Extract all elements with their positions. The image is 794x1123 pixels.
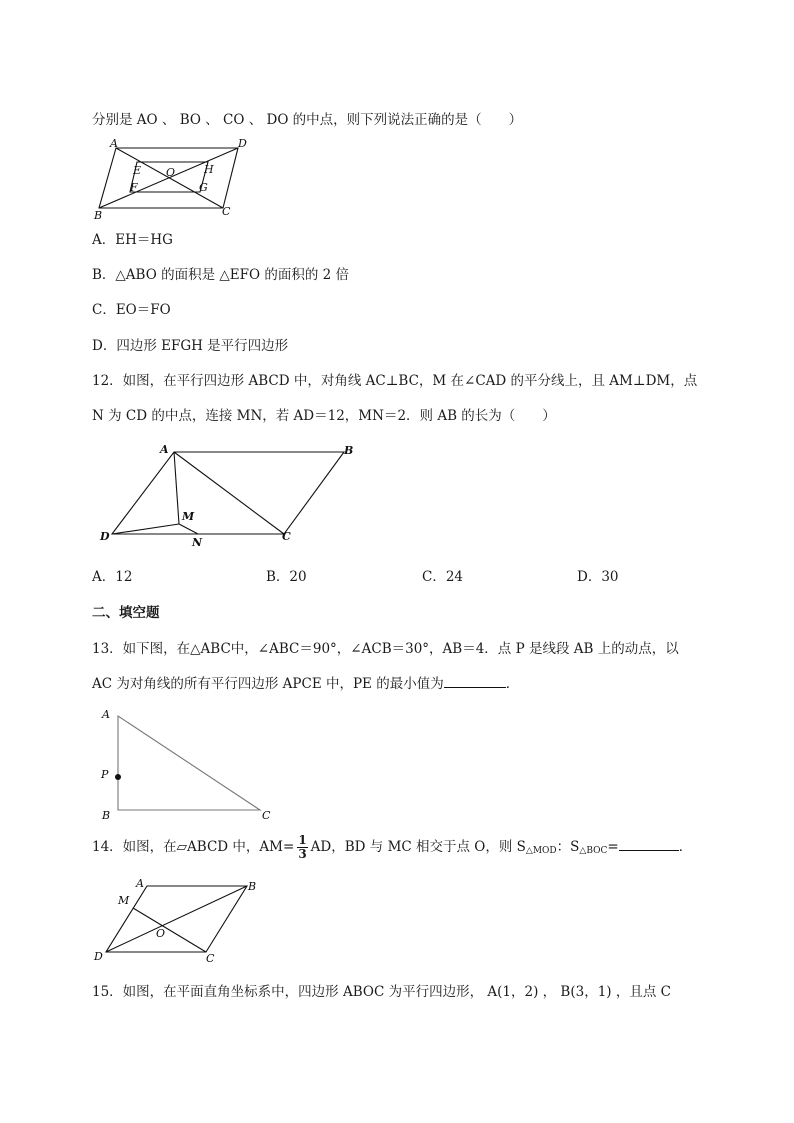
q13-label-p: P xyxy=(101,768,109,781)
q11-label-a: A xyxy=(110,137,118,150)
q11-option-b: B．△ABO 的面积是 △EFO 的面积的 2 倍 xyxy=(92,267,350,283)
q14-frac-num: 1 xyxy=(298,833,307,847)
q13-point-p xyxy=(115,774,121,780)
q12-segment-am xyxy=(174,452,179,524)
q11-label-g: G xyxy=(199,181,208,194)
q11-label-b: B xyxy=(94,209,103,220)
q12-label-n: N xyxy=(192,536,203,548)
q14-figure xyxy=(92,874,272,966)
q13-answer-blank[interactable] xyxy=(444,675,506,688)
q13-line2-text: AC 为对角线的所有平行四边形 APCE 中，PE 的最小值为 xyxy=(92,676,444,692)
q14-label-o: O xyxy=(156,927,166,940)
q13-line2-end: ． xyxy=(505,676,520,692)
q14-text-c: ：S xyxy=(556,839,580,855)
q14-sub-boc: △BOC xyxy=(579,846,608,856)
q11-label-f: F xyxy=(130,181,138,194)
q12-figure xyxy=(92,440,362,548)
q12-segment-dm xyxy=(112,524,179,534)
q14-text-e: ． xyxy=(678,839,693,855)
q14-answer-blank[interactable] xyxy=(619,838,679,851)
q13-line1: 13．如下图，在△ABC中，∠ABC＝90°，∠ACB＝30°，AB＝4．点 P 是线段 AB 上的动点，以 xyxy=(92,641,679,657)
q13-label-b: B xyxy=(102,809,111,822)
q12-parallelogram xyxy=(112,452,344,534)
q13-figure xyxy=(92,704,282,824)
q12-label-m: M xyxy=(182,510,195,523)
q12-option-c: C．24 xyxy=(422,569,464,585)
q12-line2: N 为 CD 的中点，连接 MN，若 AD＝12，MN＝2．则 AB 的长为（ ） xyxy=(92,408,556,424)
q12-line1: 12．如图，在平行四边形 ABCD 中，对角线 AC⊥BC，M 在∠CAD 的平分线上，且 AM⊥DM，点 xyxy=(92,373,698,389)
q14-sub-mod: △MOD xyxy=(525,846,557,856)
q13-label-c: C xyxy=(262,809,271,822)
q14-label-a: A xyxy=(136,877,144,890)
q14-label-b: B xyxy=(248,880,257,893)
q12-label-c: C xyxy=(282,530,291,543)
q11-option-d: D．四边形 EFGH 是平行四边形 xyxy=(92,338,289,354)
q11-label-d: D xyxy=(238,137,247,150)
q14-text-b: AD，BD 与 MC 相交于点 O，则 S xyxy=(310,839,526,855)
q12-option-d: D．30 xyxy=(577,569,619,585)
q12-option-a: A．12 xyxy=(92,569,133,585)
q11-label-o: O xyxy=(166,166,176,179)
q13-label-a: A xyxy=(102,708,110,721)
section-heading: 二、填空题 xyxy=(92,605,160,621)
q12-option-b: B．20 xyxy=(266,569,307,585)
q14-frac-den: 3 xyxy=(298,847,307,861)
q14-line xyxy=(92,834,692,862)
q15-line1: 15．如图，在平面直角坐标系中，四边形 ABOC 为平行四边形， A(1，2) ， B(3，1) ，且点 C xyxy=(92,984,671,1000)
q14-fraction xyxy=(297,834,307,861)
q12-label-b: B xyxy=(344,444,354,457)
q11-option-a: A．EH＝HG xyxy=(92,232,173,248)
q14-label-c: C xyxy=(206,952,215,965)
q14-label-m: M xyxy=(118,894,130,907)
q11-option-c: C．EO＝FO xyxy=(92,302,171,318)
q12-segment-mn xyxy=(179,524,198,534)
q11-label-c: C xyxy=(222,205,231,218)
q11-stem: 分别是 AO 、 BO 、 CO 、 DO 的中点，则下列说法正确的是（ ） xyxy=(92,112,523,128)
q14-segment-mc xyxy=(133,908,206,952)
q12-label-a: A xyxy=(160,443,169,456)
q11-label-h: H xyxy=(204,163,214,176)
q11-label-e: E xyxy=(133,164,142,177)
q13-line2 xyxy=(92,675,519,693)
q14-label-d: D xyxy=(94,950,103,963)
q11-figure xyxy=(92,134,262,220)
q13-triangle xyxy=(118,716,260,810)
q14-text-d: = xyxy=(607,839,619,855)
q14-text-a: 14．如图，在▱ABCD 中，AM= xyxy=(92,839,295,855)
q12-label-d: D xyxy=(100,530,110,543)
